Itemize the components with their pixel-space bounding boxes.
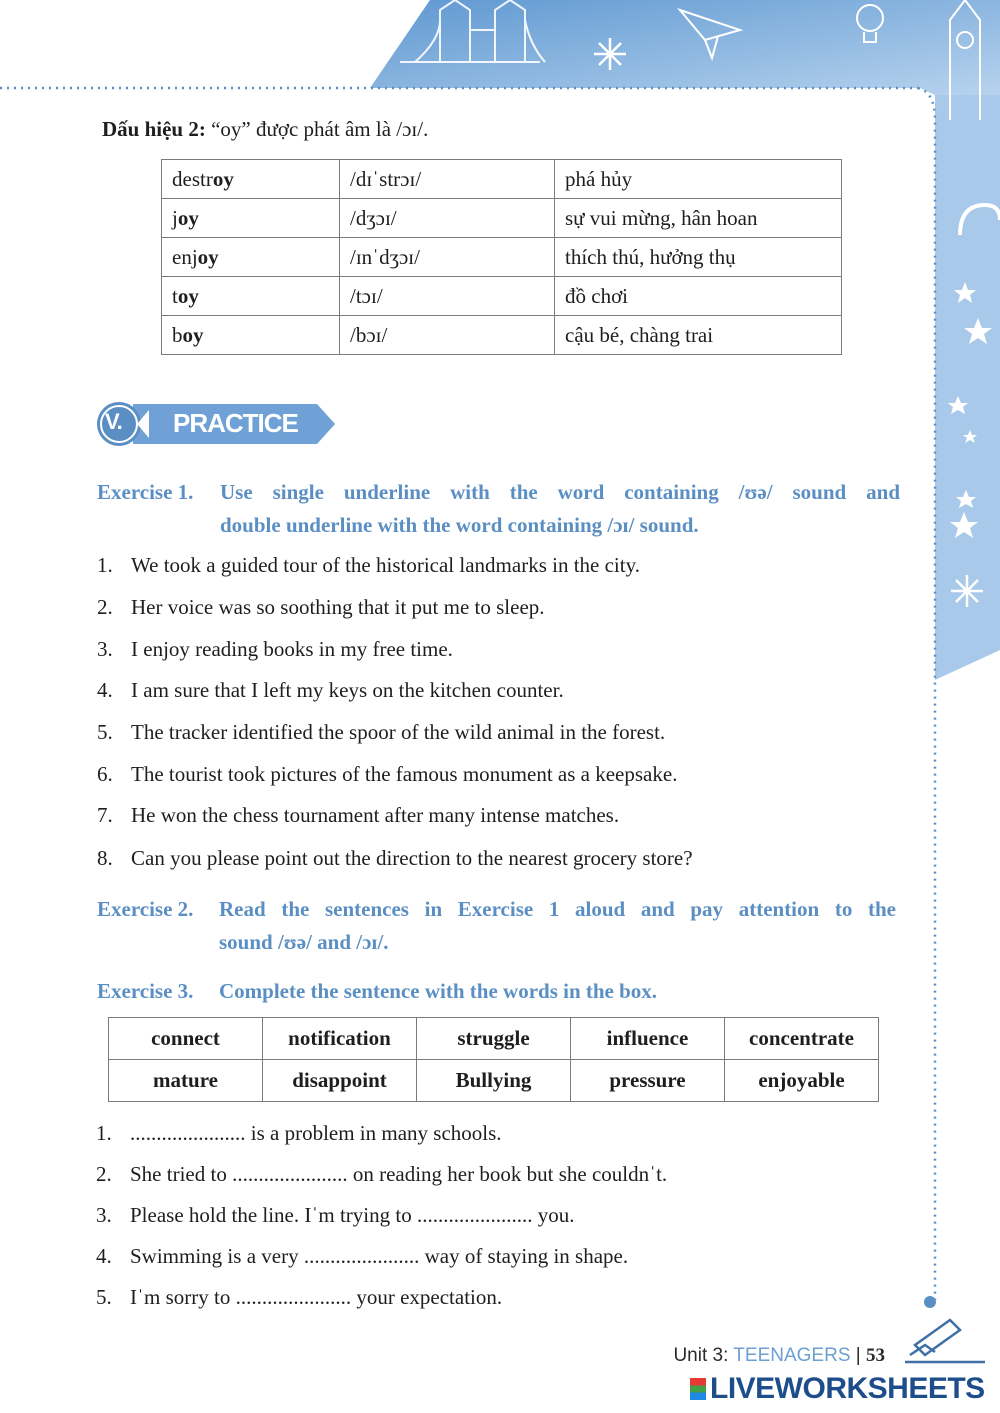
word-box-row [109,1060,879,1102]
sentence-after: you. [532,1203,575,1227]
phonetics-word [162,199,340,238]
item-number: 6. [97,762,113,786]
sign-text: “oy” được phát âm là /ɔɪ/. [211,117,429,141]
section-number: V. [105,409,122,434]
item-number: 8. [97,846,113,870]
item-sentence [130,1285,502,1310]
sentence-before: Please hold the line. Iˈm trying to [130,1203,417,1227]
border-end-dot [924,1296,936,1308]
unit-label: Unit 3: [673,1345,729,1366]
word-box-cell: connect [109,1018,263,1060]
phonetics-ipa: /bɔɪ/ [340,316,555,355]
header-banner [370,0,1000,95]
paper-plane-icon [680,10,740,58]
word-highlight: oy [212,166,234,191]
item-sentence[interactable]: I am sure that I left my keys on the kitchen counter. [131,678,564,702]
exercise-1-instruction-line1: Use single underline with the word containing /ʊə/ sound and [220,480,900,504]
phonetics-row [162,277,842,316]
item-number: 5. [96,1285,112,1309]
item-number: 3. [97,637,113,661]
item-sentence[interactable]: The tracker identified the spoor of the wild animal in the forest. [131,720,666,744]
item-number: 1. [96,1121,112,1145]
word-box-cell: notification [263,1018,417,1060]
phonetics-table [161,159,842,355]
phonetics-meaning: sự vui mừng, hân hoan [555,199,842,238]
side-band [935,95,1000,680]
headphones-icon [960,205,1000,235]
answer-blank[interactable]: ...................... [235,1285,352,1309]
item-sentence [130,1162,667,1187]
exercise-1-instruction-line2: double underline with the word containing /ɔɪ/ sound. [220,513,699,537]
sentence-before: Swimming is a very [130,1244,304,1268]
sentence-after: on reading her book but she couldnˈt. [347,1162,668,1186]
footer-separator: | [855,1345,861,1366]
exercise-1-label: Exercise 1. [97,480,194,504]
word-highlight: oy [182,322,204,347]
answer-blank[interactable]: ...................... [416,1203,533,1227]
pencil-icon [905,1320,985,1362]
phonetics-row [162,316,842,355]
practice-section-banner [97,400,337,448]
right-dotted-border [918,88,935,1300]
word-stem: t [172,283,178,308]
item-sentence [130,1244,628,1269]
brand-name: LIVEWORKSHEETS [710,1372,985,1405]
word-box-cell: Bullying [417,1060,571,1102]
phonetics-ipa: /tɔɪ/ [340,277,555,316]
sound-sign-heading [102,117,428,142]
phonetics-row [162,238,842,277]
word-box-cell: struggle [417,1018,571,1060]
item-sentence[interactable]: He won the chess tournament after many intense matches. [131,803,620,827]
item-number: 3. [96,1203,112,1227]
word-stem: enj [172,244,198,269]
item-sentence[interactable]: Her voice was so soothing that it put me to sleep. [131,595,545,619]
word-box-cell: disappoint [263,1060,417,1102]
phonetics-word [162,238,340,277]
unit-name: TEENAGERS [733,1345,851,1366]
item-number: 2. [96,1162,112,1186]
word-highlight: oy [177,205,199,230]
word-box-cell: concentrate [725,1018,879,1060]
exercise-2-instruction-line1: Read the sentences in Exercise 1 aloud and pay attention to the [219,897,896,921]
brand-logo-icon [690,1378,706,1400]
word-highlight: oy [177,283,199,308]
item-sentence[interactable]: Can you please point out the direction to the nearest grocery store? [131,846,693,870]
snowflake-icon [951,575,983,607]
item-number: 7. [97,803,113,827]
item-sentence [130,1121,502,1146]
word-box-cell: mature [109,1060,263,1102]
phonetics-row [162,160,842,199]
phonetics-meaning: cậu bé, chàng trai [555,316,842,355]
phonetics-ipa: /dʒɔɪ/ [340,199,555,238]
sentence-after: way of staying in shape. [419,1244,629,1268]
sentence-before: She tried to [130,1162,233,1186]
phonetics-word [162,277,340,316]
item-number: 5. [97,720,113,744]
sentence-before: Iˈm sorry to [130,1285,236,1309]
word-box-cell: pressure [571,1060,725,1102]
section-title: PRACTICE [173,408,298,438]
page-footer [673,1345,885,1367]
phonetics-word [162,316,340,355]
item-sentence [130,1203,574,1228]
item-number: 1. [97,553,113,577]
phonetics-ipa: /dɪˈstrɔɪ/ [340,160,555,199]
snowflake-icon [594,38,626,70]
word-stem: destr [172,166,213,191]
item-number: 4. [96,1244,112,1268]
exercise-2-label: Exercise 2. [97,897,194,921]
word-box-cell: influence [571,1018,725,1060]
phonetics-word [162,160,340,199]
answer-blank[interactable]: ...................... [232,1162,348,1186]
tower-icon [950,0,980,120]
phonetics-row [162,199,842,238]
sentence-after: is a problem in many schools. [245,1121,502,1145]
word-box [108,1017,879,1102]
exercise-3-label: Exercise 3. [97,979,194,1003]
phonetics-meaning: phá hủy [555,160,842,199]
item-sentence[interactable]: I enjoy reading books in my free time. [131,637,453,661]
phonetics-ipa: /ɪnˈdʒɔɪ/ [340,238,555,277]
exercise-2-instruction-line2: sound /ʊə/ and /ɔɪ/. [219,930,389,954]
answer-blank[interactable]: ...................... [303,1244,420,1268]
item-sentence[interactable]: We took a guided tour of the historical landmarks in the city. [131,553,640,577]
item-number: 4. [97,678,113,702]
item-number: 2. [97,595,113,619]
phonetics-meaning: thích thú, hưởng thụ [555,238,842,277]
word-box-cell: enjoyable [725,1060,879,1102]
sign-label: Dấu hiệu 2: [102,117,206,141]
sentence-after: your expectation. [351,1285,503,1309]
liveworksheets-brand[interactable] [690,1372,985,1406]
answer-blank[interactable]: ...................... [130,1121,246,1145]
exercise-3-instruction: Complete the sentence with the words in the box. [219,979,658,1003]
word-stem: b [172,322,183,347]
phonetics-meaning: đồ chơi [555,277,842,316]
bridge-icon [400,0,545,62]
word-box-row [109,1018,879,1060]
word-stem: j [172,205,178,230]
item-sentence[interactable]: The tourist took pictures of the famous monument as a keepsake. [131,762,678,786]
word-highlight: oy [197,244,219,269]
star-icon [948,282,992,538]
lightbulb-icon [857,5,883,42]
page-number: 53 [866,1345,885,1366]
